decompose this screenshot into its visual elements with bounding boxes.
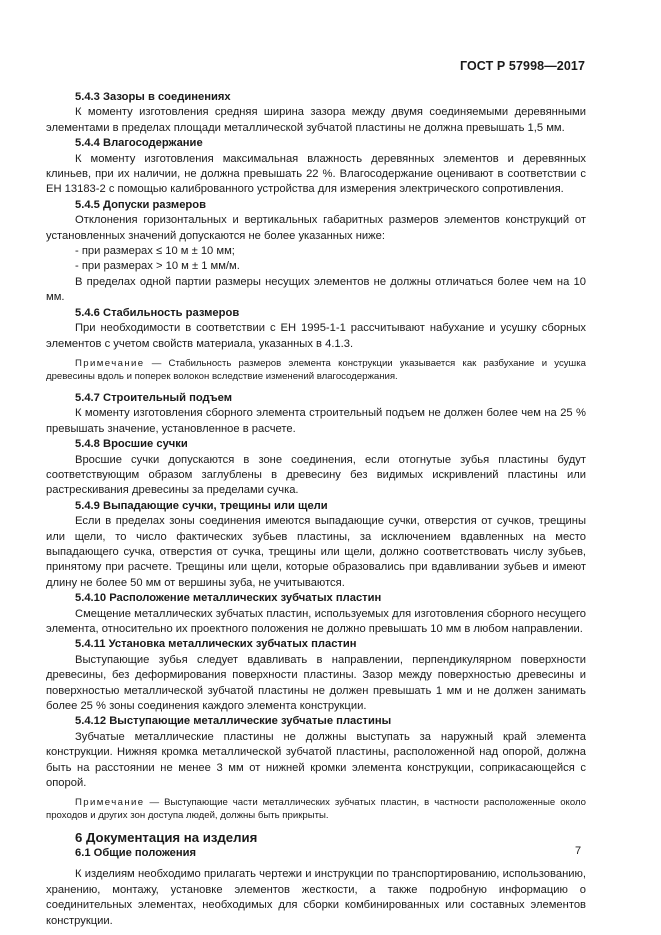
section-heading-5-4-12: 5.4.12 Выступающие металлические зубчатые пластины: [75, 715, 392, 728]
paragraph: Зубчатые металлические пластины не должны выступать за наружный край элемента конструкции. Нижняя кромка металлической зубчатой пластины, расположенной над опорой, должна быть на расстоянии не менее 3 мм от нижней кромки элемента конструкции, соприкасающейся с опорой.: [46, 730, 586, 790]
note: [46, 357, 586, 383]
list-item: - при размерах ≤ 10 м ± 10 мм;: [75, 245, 235, 258]
section-heading-5-4-11: 5.4.11 Установка металлических зубчатых пластин: [75, 638, 357, 651]
note: [46, 796, 586, 822]
paragraph: К моменту изготовления максимальная влажность деревянных элементов и деревянных клиньев, при их наличии, не должна превышать 22 %. Влагосодержание оценивают в соответствии с ЕН 13183-2 с помощью калиброванного устройства для измерения электрического сопротивления.: [46, 152, 586, 196]
paragraph: К моменту изготовления сборного элемента строительный подъем не должен более чем на 25 % превышать значение, установленное в расчете.: [46, 407, 586, 435]
note-text: — Стабильность размеров элемента конструкции указывается как разбухание и усушка древесины вдоль и поперек волокон вследствие изменений влагосодержания.: [46, 357, 586, 382]
paragraph: Вросшие сучки допускаются в зоне соединения, если отогнутые зубья пластины будут соответствующим образом заглублены в древесину без видимых искривлений пластины или растрескивания древесины за пределами сучка.: [46, 453, 586, 497]
paragraph: Выступающие зубья следует вдавливать в направлении, перпендикулярном поверхности древесины, без деформирования поверхности пластины. Зазор между поверхностью древесины и поверхностью металлической зубчатой пластины не должен превышать 1 мм и не должен занимать более 25 % зоны соединения каждого элемента конструкции.: [46, 653, 586, 713]
section-heading-5-4-9: 5.4.9 Выпадающие сучки, трещины или щели: [75, 499, 328, 512]
paragraph: Отклонения горизонтальных и вертикальных габаритных размеров элементов конструкций от установленных значений допускаются не более указанных ниже:: [46, 214, 586, 242]
section-heading-5-4-6: 5.4.6 Стабильность размеров: [75, 306, 240, 319]
section-heading-5-4-10: 5.4.10 Расположение металлических зубчатых пластин: [75, 592, 382, 605]
paragraph: В пределах одной партии размеры несущих элементов не должны отличаться более чем на 10 мм.: [46, 275, 586, 304]
page-number: 7: [575, 845, 582, 857]
note-label: Примечание: [75, 357, 145, 369]
section-heading-5-4-4: 5.4.4 Влагосодержание: [75, 137, 203, 150]
document-header-id: ГОСТ Р 57998—2017: [459, 59, 585, 73]
paragraph: К моменту изготовления средняя ширина зазора между двумя соединяемыми деревянными элементами в пределах площади металлической зубчатой пластины не должна превышать 1,5 мм.: [46, 106, 586, 134]
document-body: [46, 90, 586, 929]
list-item: - при размерах > 10 м ± 1 мм/м.: [75, 260, 240, 273]
paragraph: К изделиям необходимо прилагать чертежи и инструкции по транспортированию, использованию, хранению, монтажу, установке элементов жесткости, а также подробную информацию о соединительных элементах, необходимых для сборки комбинированных или составных элементов конструкции.: [46, 868, 586, 927]
paragraph: Смещение металлических зубчатых пластин, используемых для изготовления сборного несущего элемента, относительно их проектного положения не должно превышать 10 мм в любом направлении.: [46, 607, 586, 635]
note-label: Примечание: [75, 797, 145, 809]
section-heading-5-4-7: 5.4.7 Строительный подъем: [75, 391, 232, 404]
section-heading-6-1: 6.1 Общие положения: [75, 846, 197, 859]
section-heading-6: 6 Документация на изделия: [75, 830, 258, 846]
note-text: — Выступающие части металлических зубчатых пластин, в частности расположенные около проходов и других зон доступа людей, должны быть прикрыты.: [46, 797, 586, 822]
section-heading-5-4-3: 5.4.3 Зазоры в соединениях: [75, 91, 231, 103]
paragraph: Если в пределах зоны соединения имеются выпадающие сучки, отверстия от сучков, трещины или щели, то число фактических зубьев пластины, за исключением вдавленных на место выпадающего сучка, отверстия от сучка, трещины или щели, должно соответствовать числу зубьев, принятому при расчете. Трещины или щели, которые образовались при вдавливании зубьев и имеют длину не более 50 мм от вершины зуба, не учитываются.: [46, 515, 586, 589]
section-heading-5-4-8: 5.4.8 Вросшие сучки: [75, 438, 188, 451]
section-heading-5-4-5: 5.4.5 Допуски размеров: [75, 198, 206, 211]
paragraph: При необходимости в соответствии с ЕН 1995-1-1 рассчитывают набухание и усушку сборных элементов с учетом свойств материала, указанных в 4.1.3.: [46, 322, 586, 350]
